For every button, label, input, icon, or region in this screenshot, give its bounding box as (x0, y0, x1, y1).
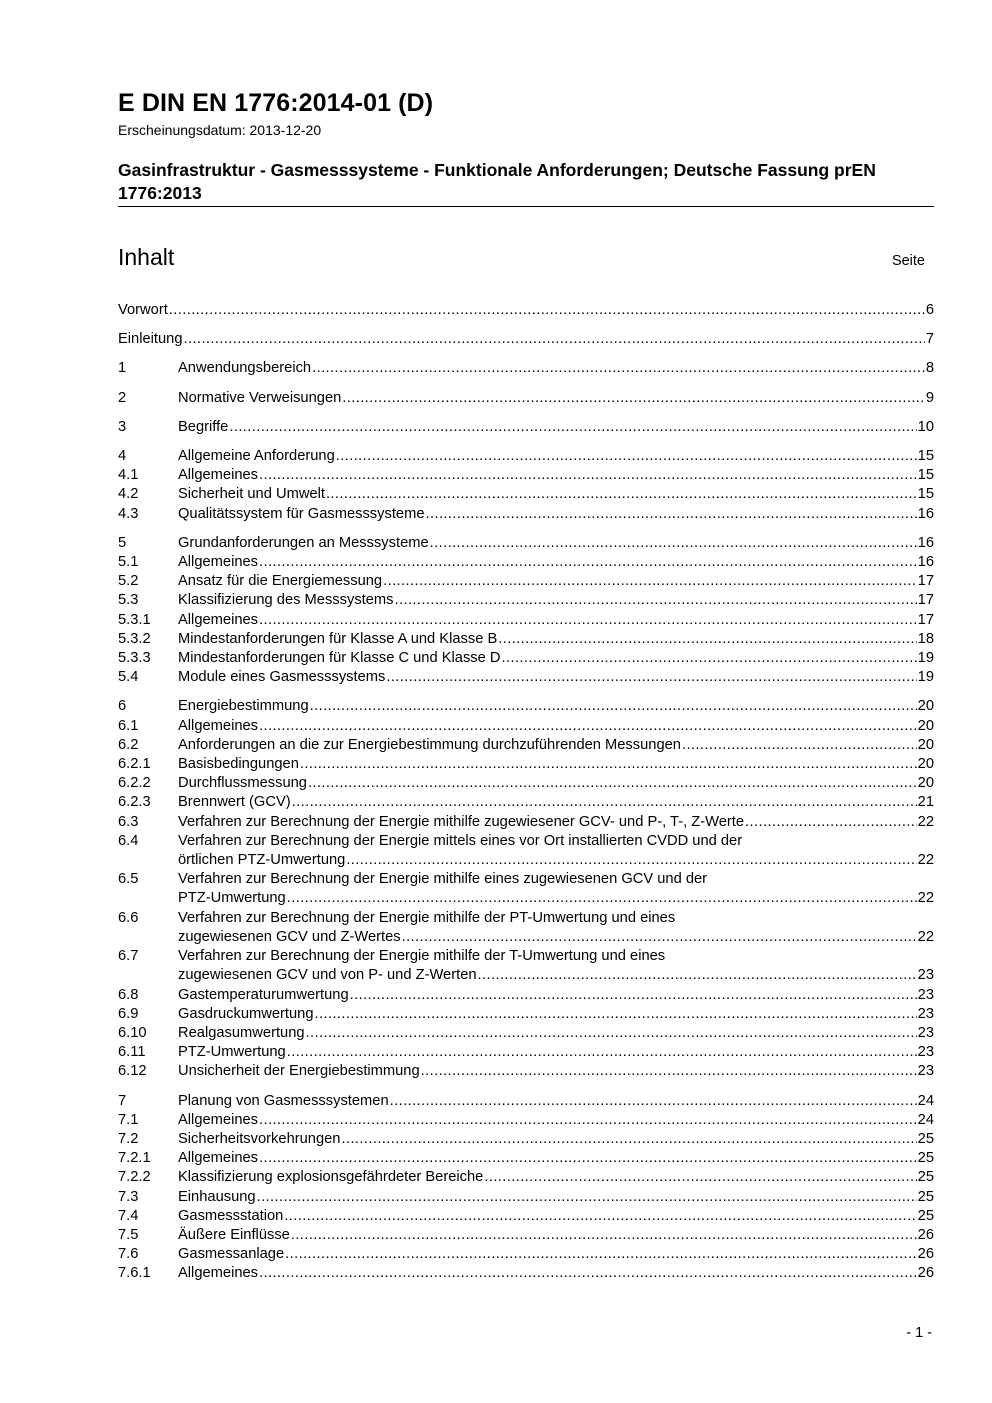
toc-entry-title: zugewiesenen GCV und Z-Wertes (178, 928, 401, 945)
toc-dot-leader (478, 966, 917, 985)
publication-date: Erscheinungsdatum: 2013-12-20 (118, 122, 322, 138)
toc-entry-number: 6.9 (118, 1005, 139, 1022)
toc-entry-title: Normative Verweisungen (178, 389, 342, 406)
toc-entry-title: Äußere Einflüsse (178, 1226, 290, 1243)
page-number: - 1 - (906, 1325, 932, 1341)
toc-entry-page: 26 (917, 1246, 934, 1263)
toc-entry-page: 19 (917, 669, 934, 686)
toc-entry[interactable] (118, 966, 934, 985)
toc-dot-leader (184, 330, 925, 349)
toc-dot-leader (312, 359, 925, 378)
toc-group (118, 359, 934, 378)
toc-entry-title: Sicherheit und Umwelt (178, 486, 325, 503)
toc-entry[interactable] (118, 736, 934, 755)
toc-entry-title: Allgemeines (178, 554, 259, 571)
toc-entry-lead-line (118, 947, 934, 966)
toc-entry-number: 6.6 (118, 909, 139, 926)
toc-entry-number: 7.3 (118, 1188, 139, 1205)
toc-entry-page: 8 (925, 360, 934, 377)
toc-dot-leader (259, 717, 917, 736)
toc-entry-number: 5.3.2 (118, 630, 151, 647)
toc-entry[interactable] (118, 774, 934, 793)
toc-entry-page: 9 (925, 389, 934, 406)
toc-entry-page: 16 (917, 534, 934, 551)
toc-entry[interactable] (118, 1168, 934, 1187)
toc-dot-leader (310, 697, 917, 716)
toc-entry[interactable] (118, 572, 934, 591)
toc-entry-title-lead: Verfahren zur Berechnung der Energie mithilfe der T-Umwertung und eines (178, 948, 666, 965)
toc-entry-number: 6.8 (118, 986, 139, 1003)
toc-entry-number: 6.12 (118, 1063, 147, 1080)
toc-entry-page: 22 (917, 813, 934, 830)
toc-entry-title: Ansatz für die Energiemessung (178, 573, 383, 590)
toc-entry-page: 21 (917, 794, 934, 811)
toc-entry-number: 4.2 (118, 486, 139, 503)
toc-entry-page: 26 (917, 1265, 934, 1282)
toc-entry-number: 5.4 (118, 669, 139, 686)
toc-dot-leader (259, 1264, 917, 1283)
toc-entry[interactable] (118, 697, 934, 716)
toc-group (118, 534, 934, 688)
toc-dot-leader (287, 1043, 917, 1062)
toc-entry-number: 5 (118, 534, 127, 551)
toc-entry-page: 25 (917, 1130, 934, 1147)
toc-entry-title: Gasmessstation (178, 1207, 284, 1224)
document-title: Gasinfrastruktur - Gasmesssysteme - Funktionale Anforderungen; Deutsche Fassung prEN 1776:2013 (118, 160, 876, 203)
toc-dot-leader (386, 668, 916, 687)
toc-entry[interactable] (118, 1130, 934, 1149)
toc-entry[interactable] (118, 1188, 934, 1207)
toc-entry-title: PTZ-Umwertung (178, 1044, 286, 1061)
toc-dot-leader (745, 813, 917, 832)
toc-dot-leader (257, 1188, 917, 1207)
toc-dot-leader (308, 774, 917, 793)
toc-entry-number: 5.3.3 (118, 650, 151, 667)
toc-entry-number: 6.5 (118, 871, 139, 888)
toc-entry-title: Allgemeines (178, 611, 259, 628)
toc-entry-title: Allgemeines (178, 1150, 259, 1167)
toc-entry-title: Sicherheitsvorkehrungen (178, 1130, 341, 1147)
toc-entry-number: 6.2.2 (118, 775, 151, 792)
toc-entry-title: Durchflussmessung (178, 775, 307, 792)
toc-entry[interactable] (118, 986, 934, 1005)
toc-entry[interactable] (118, 301, 934, 320)
toc-page-column-label: Seite (891, 253, 925, 269)
toc-entry-title: Gastemperaturumwertung (178, 986, 349, 1003)
toc-entry-number: 5.3.1 (118, 611, 151, 628)
toc-dot-leader (306, 1024, 917, 1043)
toc-entry[interactable] (118, 591, 934, 610)
toc-dot-leader (259, 553, 917, 572)
toc-entry-number: 7.2.1 (118, 1150, 151, 1167)
toc-group (118, 1092, 934, 1284)
toc-entry-number: 7 (118, 1092, 127, 1109)
toc-entry-number: 7.2 (118, 1130, 139, 1147)
toc-group (118, 697, 934, 1081)
toc-entry-number: 4.1 (118, 467, 139, 484)
toc-entry-lead-line (118, 832, 934, 851)
toc-dot-leader (484, 1168, 916, 1187)
toc-entry[interactable] (118, 1245, 934, 1264)
toc-entry-title: Vorwort (118, 302, 168, 318)
toc-entry-title: Verfahren zur Berechnung der Energie mithilfe zugewiesener GCV- und P-, T-, Z-Werte (178, 813, 745, 830)
toc-dot-leader (291, 1226, 917, 1245)
toc-entry-number: 7.6 (118, 1246, 139, 1263)
toc-entry[interactable] (118, 611, 934, 630)
table-of-contents (118, 301, 934, 1294)
toc-entry-title-lead: Verfahren zur Berechnung der Energie mithilfe eines zugewiesenen GCV und der (178, 871, 708, 888)
toc-entry-page: 23 (917, 1005, 934, 1022)
toc-entry-number: 7.2.2 (118, 1169, 151, 1186)
toc-entry-page: 20 (917, 698, 934, 715)
toc-entry-page: 15 (917, 486, 934, 503)
toc-entry-title: Mindestanforderungen für Klasse A und Klasse B (178, 630, 498, 647)
toc-entry-title: Klassifizierung des Messsystems (178, 592, 394, 609)
toc-entry-title-lead: Verfahren zur Berechnung der Energie mittels eines vor Ort installierten CVDD und der (178, 832, 743, 849)
toc-entry-page: 19 (917, 650, 934, 667)
toc-entry-title: Einleitung (118, 331, 183, 348)
toc-entry-page: 23 (917, 1063, 934, 1080)
toc-entry[interactable] (118, 1111, 934, 1130)
toc-dot-leader (292, 793, 917, 812)
toc-entry-title: Module eines Gasmesssystems (178, 669, 386, 686)
toc-entry[interactable] (118, 553, 934, 572)
toc-group (118, 389, 934, 408)
toc-entry-page: 25 (917, 1207, 934, 1224)
toc-entry-number: 6.2.1 (118, 756, 151, 773)
toc-entry-page: 17 (917, 611, 934, 628)
toc-entry-lead-line (118, 870, 934, 889)
toc-entry[interactable] (118, 793, 934, 812)
toc-entry-title: Mindestanforderungen für Klasse C und Klasse D (178, 650, 501, 667)
toc-dot-leader (341, 1130, 916, 1149)
toc-entry-number: 5.1 (118, 554, 139, 571)
toc-entry-number: 7.1 (118, 1111, 139, 1128)
toc-entry-page: 23 (917, 1044, 934, 1061)
toc-entry-number: 4.3 (118, 505, 139, 522)
toc-entry-title: Brennwert (GCV) (178, 794, 291, 811)
toc-entry-page: 18 (917, 630, 934, 647)
toc-entry-page: 24 (917, 1111, 934, 1128)
toc-entry[interactable] (118, 447, 934, 466)
toc-entry[interactable] (118, 389, 934, 408)
toc-dot-leader (259, 611, 917, 630)
toc-entry-number: 6.2.3 (118, 794, 151, 811)
toc-dot-leader (395, 591, 917, 610)
toc-entry-title: Allgemeine Anforderung (178, 448, 335, 465)
toc-group (118, 330, 934, 349)
toc-dot-leader (336, 447, 917, 466)
toc-dot-leader (383, 572, 917, 591)
toc-entry-number: 6.4 (118, 832, 139, 849)
toc-dot-leader (498, 630, 916, 649)
toc-entry-number: 6.7 (118, 948, 139, 965)
toc-entry-number: 3 (118, 418, 127, 435)
toc-dot-leader (402, 928, 917, 947)
toc-entry-page: 7 (925, 331, 934, 348)
toc-dot-leader (284, 1207, 916, 1226)
toc-entry[interactable] (118, 1024, 934, 1043)
toc-entry-number: 6.1 (118, 717, 139, 734)
toc-dot-leader (229, 418, 916, 437)
toc-entry[interactable] (118, 649, 934, 668)
toc-entry-title: Anwendungsbereich (178, 360, 312, 377)
toc-entry-page: 20 (917, 775, 934, 792)
toc-dot-leader (285, 1245, 917, 1264)
toc-entry-title: Energiebestimmung (178, 698, 309, 715)
toc-entry-title: Einhausung (178, 1188, 256, 1205)
toc-dot-leader (259, 1149, 917, 1168)
toc-entry-title: zugewiesenen GCV und von P- und Z-Werten (178, 967, 477, 984)
document-page (118, 0, 934, 1403)
toc-entry[interactable] (118, 630, 934, 649)
toc-entry-lead-line (118, 909, 934, 928)
toc-entry[interactable] (118, 418, 934, 437)
toc-entry-page: 23 (917, 1024, 934, 1041)
toc-entry[interactable] (118, 1207, 934, 1226)
toc-entry[interactable] (118, 889, 934, 908)
toc-entry-page: 22 (917, 928, 934, 945)
toc-entry-number: 6.10 (118, 1024, 147, 1041)
toc-entry-number: 7.5 (118, 1226, 139, 1243)
toc-dot-leader (315, 1005, 917, 1024)
toc-entry-title: Allgemeines (178, 1111, 259, 1128)
toc-entry-title-lead: Verfahren zur Berechnung der Energie mithilfe der PT-Umwertung und eines (178, 909, 676, 926)
toc-entry-title: Unsicherheit der Energiebestimmung (178, 1063, 420, 1080)
toc-entry-page: 26 (917, 1226, 934, 1243)
toc-entry-page: 22 (917, 852, 934, 869)
toc-entry[interactable] (118, 534, 934, 553)
toc-entry-title: Basisbedingungen (178, 756, 299, 773)
toc-dot-leader (287, 889, 917, 908)
toc-dot-leader (259, 466, 917, 485)
toc-entry-title: Begriffe (178, 418, 229, 435)
toc-entry-title: örtlichen PTZ-Umwertung (178, 852, 346, 869)
document-id: E DIN EN 1776:2014-01 (D) (118, 89, 434, 117)
toc-entry-number: 4 (118, 448, 127, 465)
toc-entry-title: Allgemeines (178, 1265, 259, 1282)
toc-dot-leader (421, 1062, 917, 1081)
toc-entry[interactable] (118, 1264, 934, 1283)
toc-entry-page: 10 (917, 418, 934, 435)
toc-entry-page: 25 (917, 1169, 934, 1186)
toc-entry-page: 24 (917, 1092, 934, 1109)
toc-dot-leader (430, 534, 917, 553)
toc-entry-page: 20 (917, 736, 934, 753)
toc-entry[interactable] (118, 668, 934, 687)
toc-entry-page: 16 (917, 554, 934, 571)
toc-entry-number: 7.6.1 (118, 1265, 151, 1282)
toc-entry[interactable] (118, 1005, 934, 1024)
toc-entry-title: Planung von Gasmesssystemen (178, 1092, 389, 1109)
toc-entry-page: 17 (917, 592, 934, 609)
toc-entry-page: 25 (917, 1188, 934, 1205)
toc-entry-title: Gasmessanlage (178, 1246, 285, 1263)
toc-entry-number: 5.3 (118, 592, 139, 609)
toc-entry-page: 20 (917, 717, 934, 734)
toc-entry[interactable] (118, 330, 934, 349)
toc-entry[interactable] (118, 851, 934, 870)
toc-entry[interactable] (118, 359, 934, 378)
toc-dot-leader (426, 505, 917, 524)
toc-dot-leader (169, 301, 925, 320)
toc-entry-page: 6 (925, 302, 934, 318)
toc-entry[interactable] (118, 928, 934, 947)
toc-entry-number: 6.3 (118, 813, 139, 830)
toc-entry[interactable] (118, 717, 934, 736)
toc-entry-page: 15 (917, 448, 934, 465)
toc-entry-title: Grundanforderungen an Messsysteme (178, 534, 429, 551)
toc-entry-page: 17 (917, 573, 934, 590)
toc-entry-number: 6.11 (118, 1044, 146, 1061)
toc-entry-number: 5.2 (118, 573, 139, 590)
toc-group (118, 447, 934, 524)
toc-entry-number: 7.4 (118, 1207, 139, 1224)
toc-entry-page: 16 (917, 505, 934, 522)
toc-entry-page: 23 (917, 986, 934, 1003)
toc-dot-leader (342, 389, 925, 408)
toc-dot-leader (390, 1092, 917, 1111)
toc-entry-title: Anforderungen an die zur Energiebestimmung durchzuführenden Messungen (178, 736, 681, 753)
toc-entry-title: Allgemeines (178, 467, 259, 484)
toc-entry[interactable] (118, 1226, 934, 1245)
toc-entry-page: 20 (917, 756, 934, 773)
title-divider (118, 206, 934, 207)
toc-entry-title: Realgasumwertung (178, 1024, 305, 1041)
toc-dot-leader (682, 736, 917, 755)
toc-entry[interactable] (118, 755, 934, 774)
toc-entry-page: 15 (917, 467, 934, 484)
toc-entry-page: 25 (917, 1150, 934, 1167)
toc-entry-title: PTZ-Umwertung (178, 890, 286, 907)
toc-entry-page: 23 (917, 967, 934, 984)
toc-entry-title: Qualitätssystem für Gasmesssysteme (178, 505, 425, 522)
toc-dot-leader (326, 485, 917, 504)
toc-entry[interactable] (118, 505, 934, 524)
toc-dot-leader (259, 1111, 917, 1130)
toc-entry-number: 2 (118, 389, 127, 406)
toc-entry-title: Allgemeines (178, 717, 259, 734)
toc-entry[interactable] (118, 813, 934, 832)
toc-dot-leader (502, 649, 917, 668)
toc-entry[interactable] (118, 485, 934, 504)
toc-group (118, 418, 934, 437)
toc-dot-leader (300, 755, 917, 774)
toc-entry[interactable] (118, 1149, 934, 1168)
toc-entry[interactable] (118, 1092, 934, 1111)
toc-entry[interactable] (118, 1043, 934, 1062)
toc-entry-number: 6 (118, 698, 127, 715)
toc-entry-page: 22 (917, 890, 934, 907)
toc-entry-number: 6.2 (118, 736, 139, 753)
toc-entry[interactable] (118, 1062, 934, 1081)
toc-entry[interactable] (118, 466, 934, 485)
toc-entry-number: 1 (118, 360, 127, 377)
toc-group (118, 301, 934, 320)
toc-dot-leader (350, 986, 917, 1005)
toc-entry-title: Gasdruckumwertung (178, 1005, 314, 1022)
toc-entry-title: Klassifizierung explosionsgefährdeter Bereiche (178, 1169, 484, 1186)
toc-dot-leader (346, 851, 916, 870)
toc-heading: Inhalt (118, 244, 175, 270)
